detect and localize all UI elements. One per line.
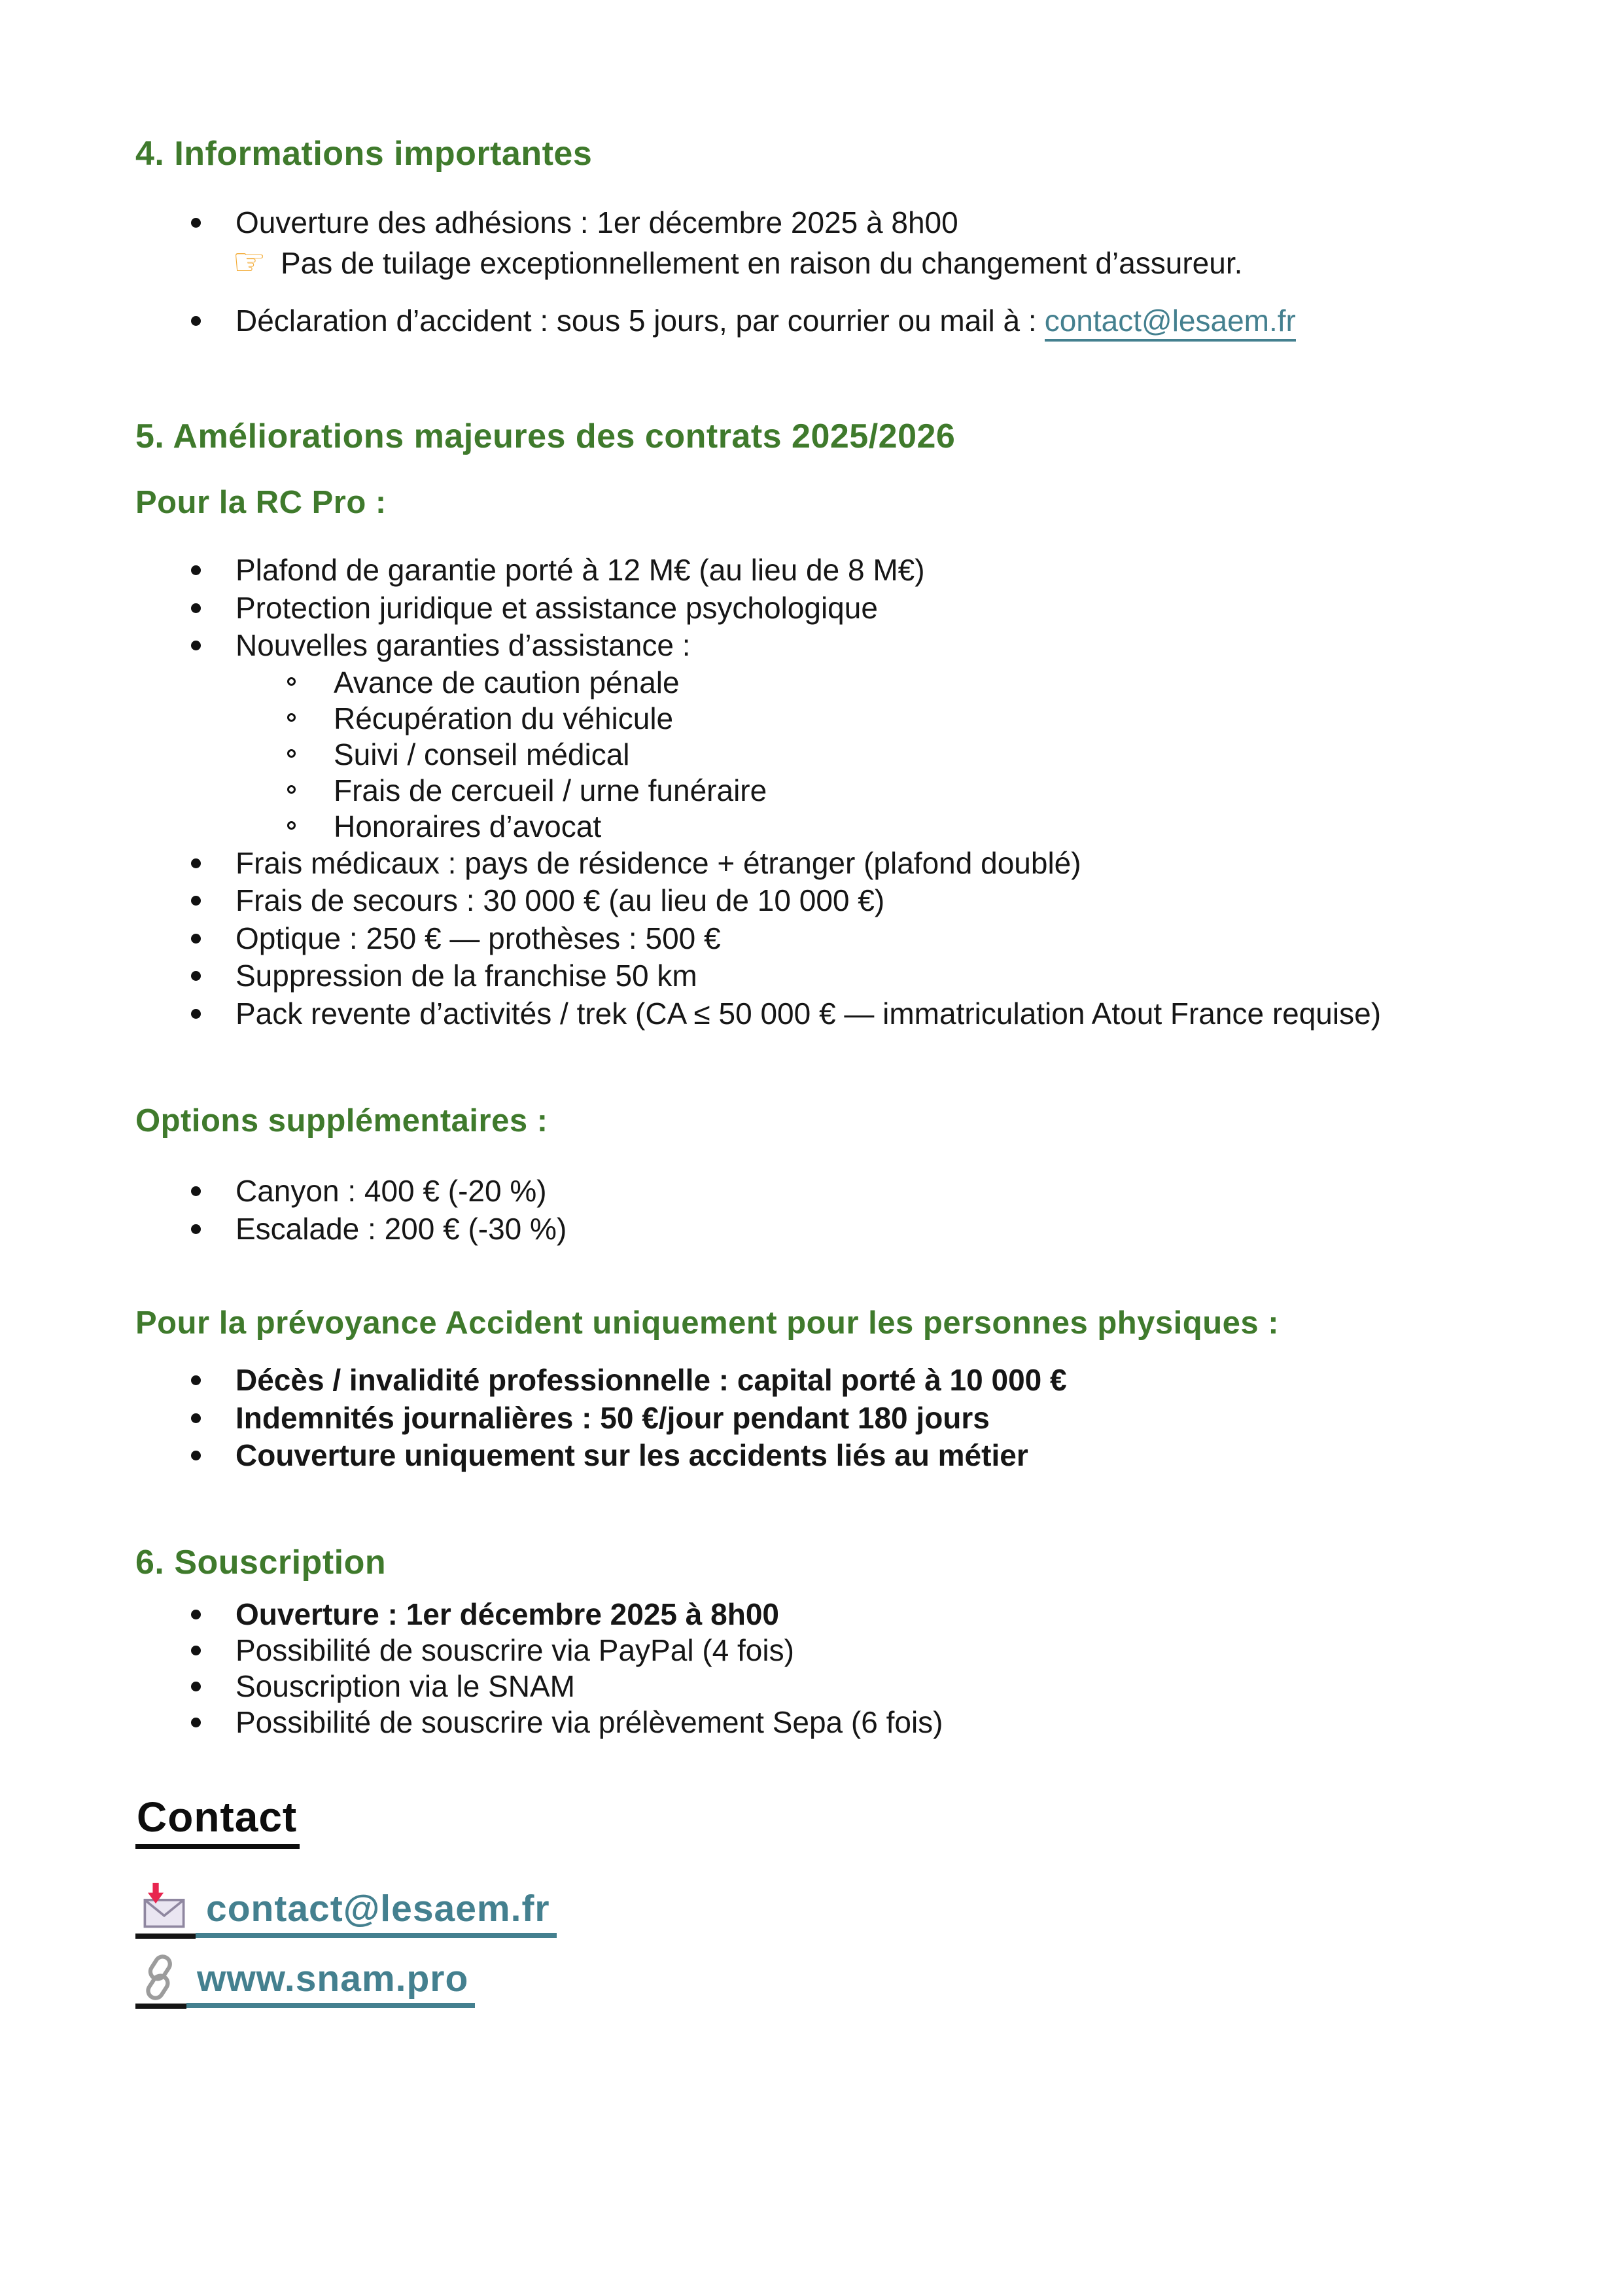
section6-heading: 6. Souscription [135, 1543, 387, 1581]
list-item [135, 590, 1492, 627]
bullet-icon [191, 1375, 201, 1385]
pointing-finger-icon: ☞ [232, 239, 266, 284]
circle-bullet-icon [287, 713, 296, 722]
list-item [135, 1437, 1492, 1475]
contact-website-link[interactable]: www.snam.pro [186, 1957, 475, 2008]
rcpro-list [135, 552, 1492, 1033]
list-item [135, 1597, 1492, 1633]
list-item-text: Canyon : 400 € (-20 %) [236, 1174, 547, 1208]
list-item [135, 1400, 1492, 1438]
contact-website-row [135, 1954, 1492, 2009]
section5-heading: 5. Améliorations majeures des contrats 2025/2026 [135, 417, 956, 455]
list-item [135, 1704, 1492, 1740]
rcpro-heading: Pour la RC Pro : [135, 485, 387, 520]
bullet-icon [191, 1186, 201, 1196]
sub-list-item-text: Avance de caution pénale [334, 665, 680, 699]
list-item [135, 1173, 1492, 1210]
bullet-icon [191, 641, 201, 650]
sub-list-item-text: Récupération du véhicule [334, 701, 674, 735]
list-item-text: Pack revente d’activités / trek (CA ≤ 50 000 € — immatriculation Atout France requise) [236, 996, 1382, 1031]
bullet-icon [191, 1451, 201, 1460]
list-item-text: Protection juridique et assistance psychologique [236, 590, 878, 625]
bullet-icon [191, 971, 201, 981]
options-heading: Options supplémentaires : [135, 1103, 548, 1139]
bullet-icon [191, 565, 201, 575]
bullet-icon [191, 934, 201, 944]
list-item-text: Plafond de garantie porté à 12 M€ (au lieu de 8 M€) [236, 553, 925, 587]
bullet-icon [191, 1610, 201, 1619]
sub-list-item-text: Honoraires d’avocat [334, 809, 602, 843]
list-item [135, 995, 1492, 1033]
bullet-icon [191, 1682, 201, 1691]
list-item [135, 552, 1492, 590]
link-icon [135, 1954, 186, 2009]
sub-list-item [135, 773, 1492, 809]
list-item-text: Possibilité de souscrire via PayPal (4 fois) [236, 1633, 794, 1667]
list-item-text: Suppression de la franchise 50 km [236, 959, 697, 993]
bullet-icon [191, 1646, 201, 1655]
list-item [135, 1633, 1492, 1669]
bullet-icon [191, 1413, 201, 1423]
list-item [135, 957, 1492, 995]
list-item [135, 920, 1492, 958]
list-item [135, 882, 1492, 920]
prevoyance-heading: Pour la prévoyance Accident uniquement pour les personnes physiques : [135, 1305, 1280, 1341]
circle-bullet-icon [287, 785, 296, 794]
list-item-text: Couverture uniquement sur les accidents liés au métier [236, 1438, 1028, 1472]
sub-list-item [135, 665, 1492, 701]
list-item-text: Escalade : 200 € (-30 %) [236, 1211, 567, 1246]
souscription-list [135, 1597, 1492, 1740]
prevoyance-list [135, 1362, 1492, 1475]
list-item-text: Frais de secours : 30 000 € (au lieu de 10 000 €) [236, 883, 885, 917]
contact-email-link[interactable]: contact@lesaem.fr [196, 1887, 557, 1938]
circle-bullet-icon [287, 677, 296, 686]
list-item [135, 1362, 1492, 1400]
list-item-text: Nouvelles garanties d’assistance : [236, 628, 691, 662]
sub-list-item-text: Frais de cercueil / urne funéraire [334, 773, 767, 807]
list-item-text: Indemnités journalières : 50 €/jour pendant 180 jours [236, 1400, 990, 1435]
circle-bullet-icon [287, 749, 296, 758]
sub-list-item [135, 809, 1492, 845]
list-item-text [236, 304, 1296, 338]
list-item [135, 845, 1492, 883]
list-item-text: Décès / invalidité professionnelle : capital porté à 10 000 € [236, 1363, 1067, 1397]
bullet-icon [191, 896, 201, 906]
list-item-text: Ouverture : 1er décembre 2025 à 8h00 [236, 1597, 780, 1631]
list-item-text: Frais médicaux : pays de résidence + étranger (plafond doublé) [236, 845, 1081, 880]
bullet-icon [191, 1009, 201, 1019]
bullet-icon [191, 1718, 201, 1727]
list-item [135, 202, 1492, 243]
sub-list-item [135, 737, 1492, 773]
options-list [135, 1173, 1492, 1248]
note-text: Pas de tuilage exceptionnellement en raison du changement d’assureur. [281, 246, 1243, 280]
note-line [135, 239, 1492, 284]
sub-list-item [135, 701, 1492, 737]
list-item [135, 627, 1492, 665]
list-item-text: Ouverture des adhésions : 1er décembre 2025 à 8h00 [236, 205, 958, 239]
section4-heading: 4. Informations importantes [135, 135, 593, 173]
bullet-icon [191, 316, 201, 326]
bullet-icon [191, 218, 201, 228]
list-item [135, 1210, 1492, 1248]
circle-bullet-icon [287, 821, 296, 830]
list-item [135, 1669, 1492, 1704]
contact-email-row [135, 1882, 1492, 1939]
incoming-envelope-icon [135, 1882, 196, 1939]
bullet-icon [191, 1224, 201, 1234]
list-item-text: Possibilité de souscrire via prélèvement Sepa (6 fois) [236, 1704, 943, 1739]
bullet-icon [191, 603, 201, 613]
email-inline-link[interactable]: contact@lesaem.fr [1045, 304, 1296, 342]
contact-heading: Contact [135, 1794, 300, 1849]
list-item-text: Souscription via le SNAM [236, 1669, 575, 1703]
bullet-icon [191, 858, 201, 868]
list-item-text: Optique : 250 € — prothèses : 500 € [236, 921, 721, 955]
list-item [135, 300, 1492, 341]
declaration-text: Déclaration d’accident : sous 5 jours, par courrier ou mail à : [236, 304, 1037, 338]
sub-list-item-text: Suivi / conseil médical [334, 737, 630, 771]
